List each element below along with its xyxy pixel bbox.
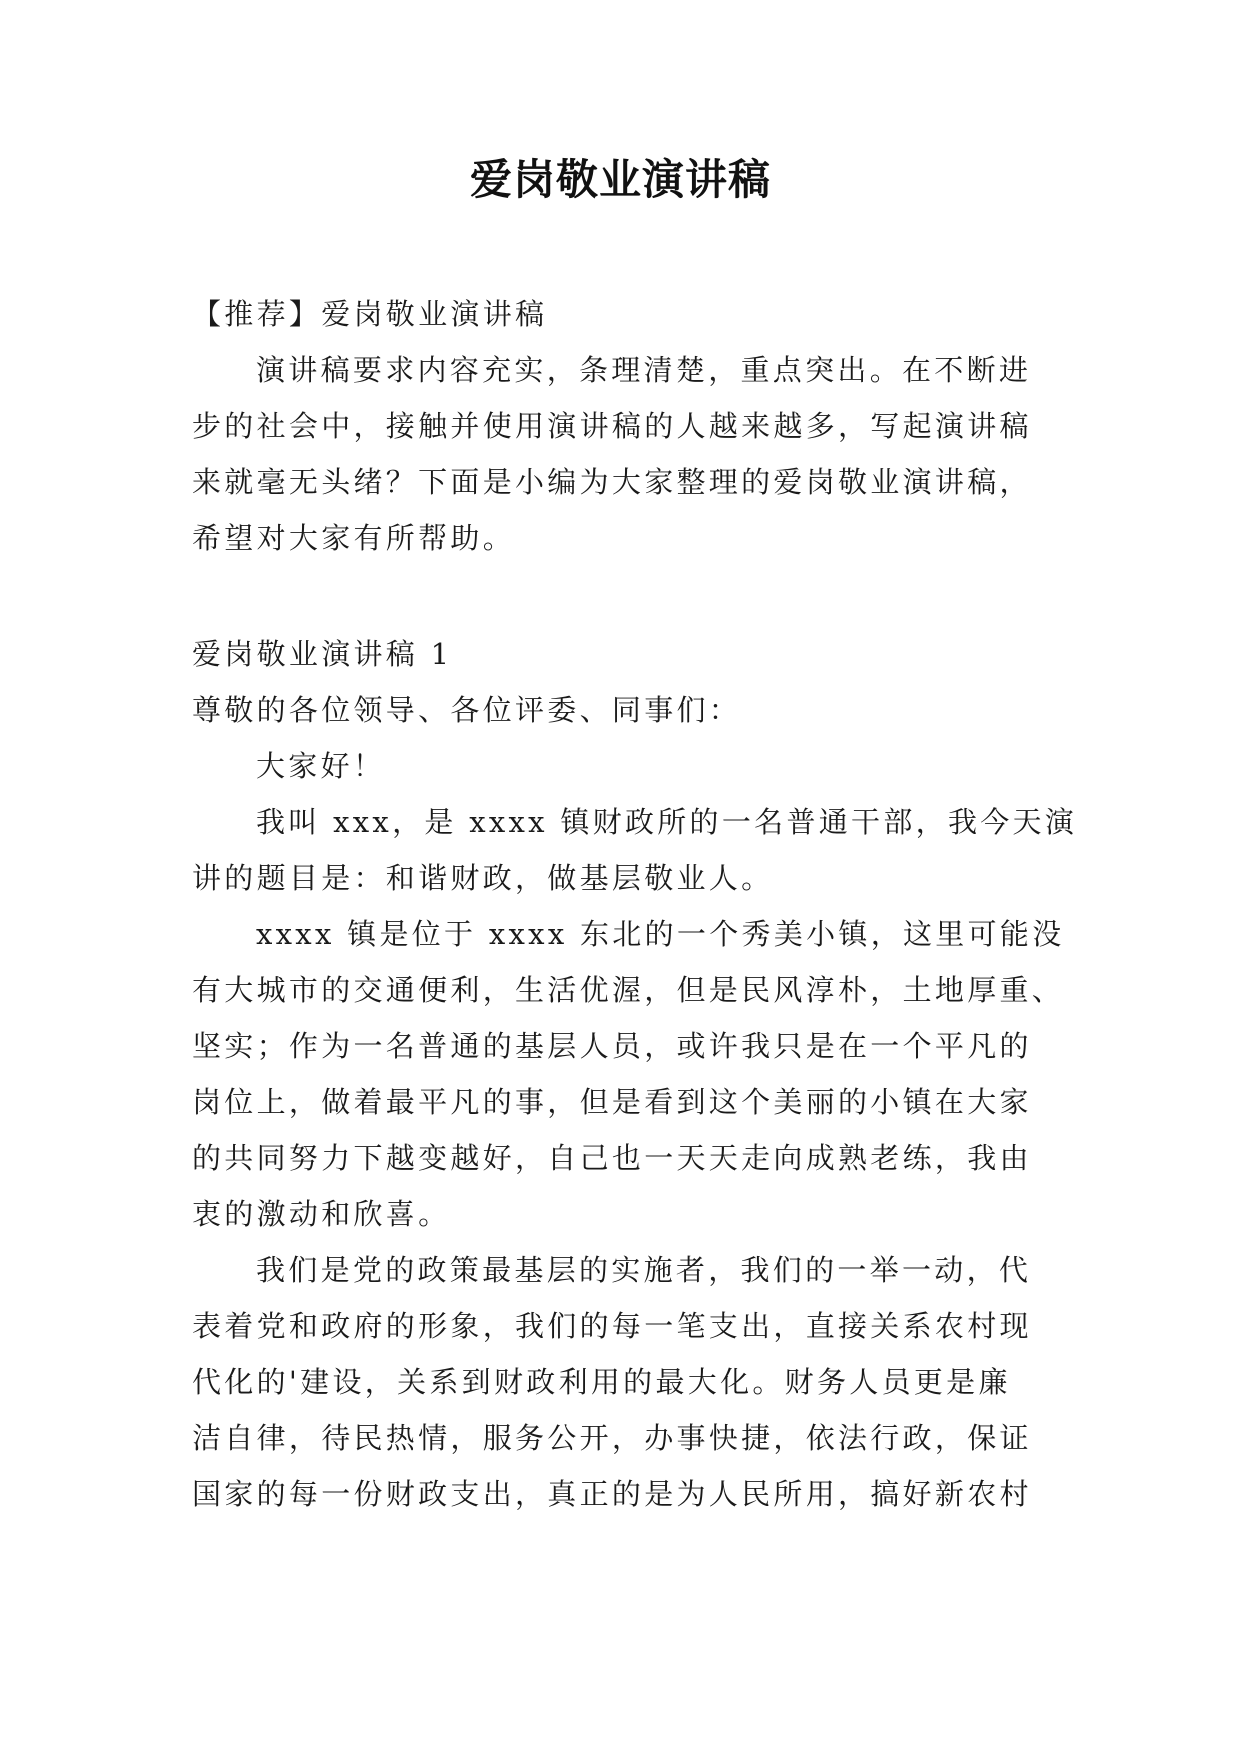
paragraph-line: xxxx 镇是位于 xxxx 东北的一个秀美小镇，这里可能没: [256, 917, 1065, 951]
document-title: 爱岗敬业演讲稿: [469, 155, 771, 204]
paragraph-line: 坚实；作为一名普通的基层人员，或许我只是在一个平凡的: [192, 1029, 1032, 1063]
paragraph-line: 代化的'建设，关系到财政利用的最大化。财务人员更是廉: [192, 1365, 1011, 1399]
section-heading: 爱岗敬业演讲稿 1: [192, 637, 453, 671]
paragraph-line: 我叫 xxx，是 xxxx 镇财政所的一名普通干部，我今天演: [256, 805, 1078, 839]
intro-line: 步的社会中，接触并使用演讲稿的人越来越多，写起演讲稿: [192, 409, 1032, 443]
paragraph-line: 国家的每一份财政支出，真正的是为人民所用，搞好新农村: [192, 1477, 1032, 1511]
salutation: 尊敬的各位领导、各位评委、同事们：: [192, 693, 742, 727]
paragraph-line: 我们是党的政策最基层的实施者，我们的一举一动，代: [256, 1253, 1032, 1287]
speech-paragraph-3: [192, 1242, 1072, 1522]
intro-line: 演讲稿要求内容充实，条理清楚，重点突出。在不断进: [256, 353, 1032, 387]
paragraph-line: 表着党和政府的形象，我们的每一笔支出，直接关系农村现: [192, 1309, 1032, 1343]
paragraph-line: 岗位上，做着最平凡的事，但是看到这个美丽的小镇在大家: [192, 1085, 1032, 1119]
paragraph-line: 衷的激动和欣喜。: [192, 1197, 451, 1231]
recommend-line: 【推荐】爱岗敬业演讲稿: [192, 297, 548, 331]
speech-paragraph-2: [192, 906, 1072, 1242]
intro-line: 希望对大家有所帮助。: [192, 521, 516, 555]
paragraph-line: 洁自律，待民热情，服务公开，办事快捷，依法行政，保证: [192, 1421, 1032, 1455]
paragraph-line: 的共同努力下越变越好，自己也一天天走向成熟老练，我由: [192, 1141, 1032, 1175]
intro-line: 来就毫无头绪？下面是小编为大家整理的爱岗敬业演讲稿，: [192, 465, 1032, 499]
speech-paragraph-1: [192, 794, 1078, 906]
paragraph-line: 讲的题目是：和谐财政，做基层敬业人。: [192, 861, 774, 895]
greeting: 大家好！: [256, 749, 386, 783]
section-spacer: [192, 566, 1072, 626]
paragraph-line: 有大城市的交通便利，生活优渥，但是民风淳朴，土地厚重、: [192, 973, 1065, 1007]
intro-paragraph: [192, 342, 1072, 566]
document-body: [192, 286, 1078, 1522]
